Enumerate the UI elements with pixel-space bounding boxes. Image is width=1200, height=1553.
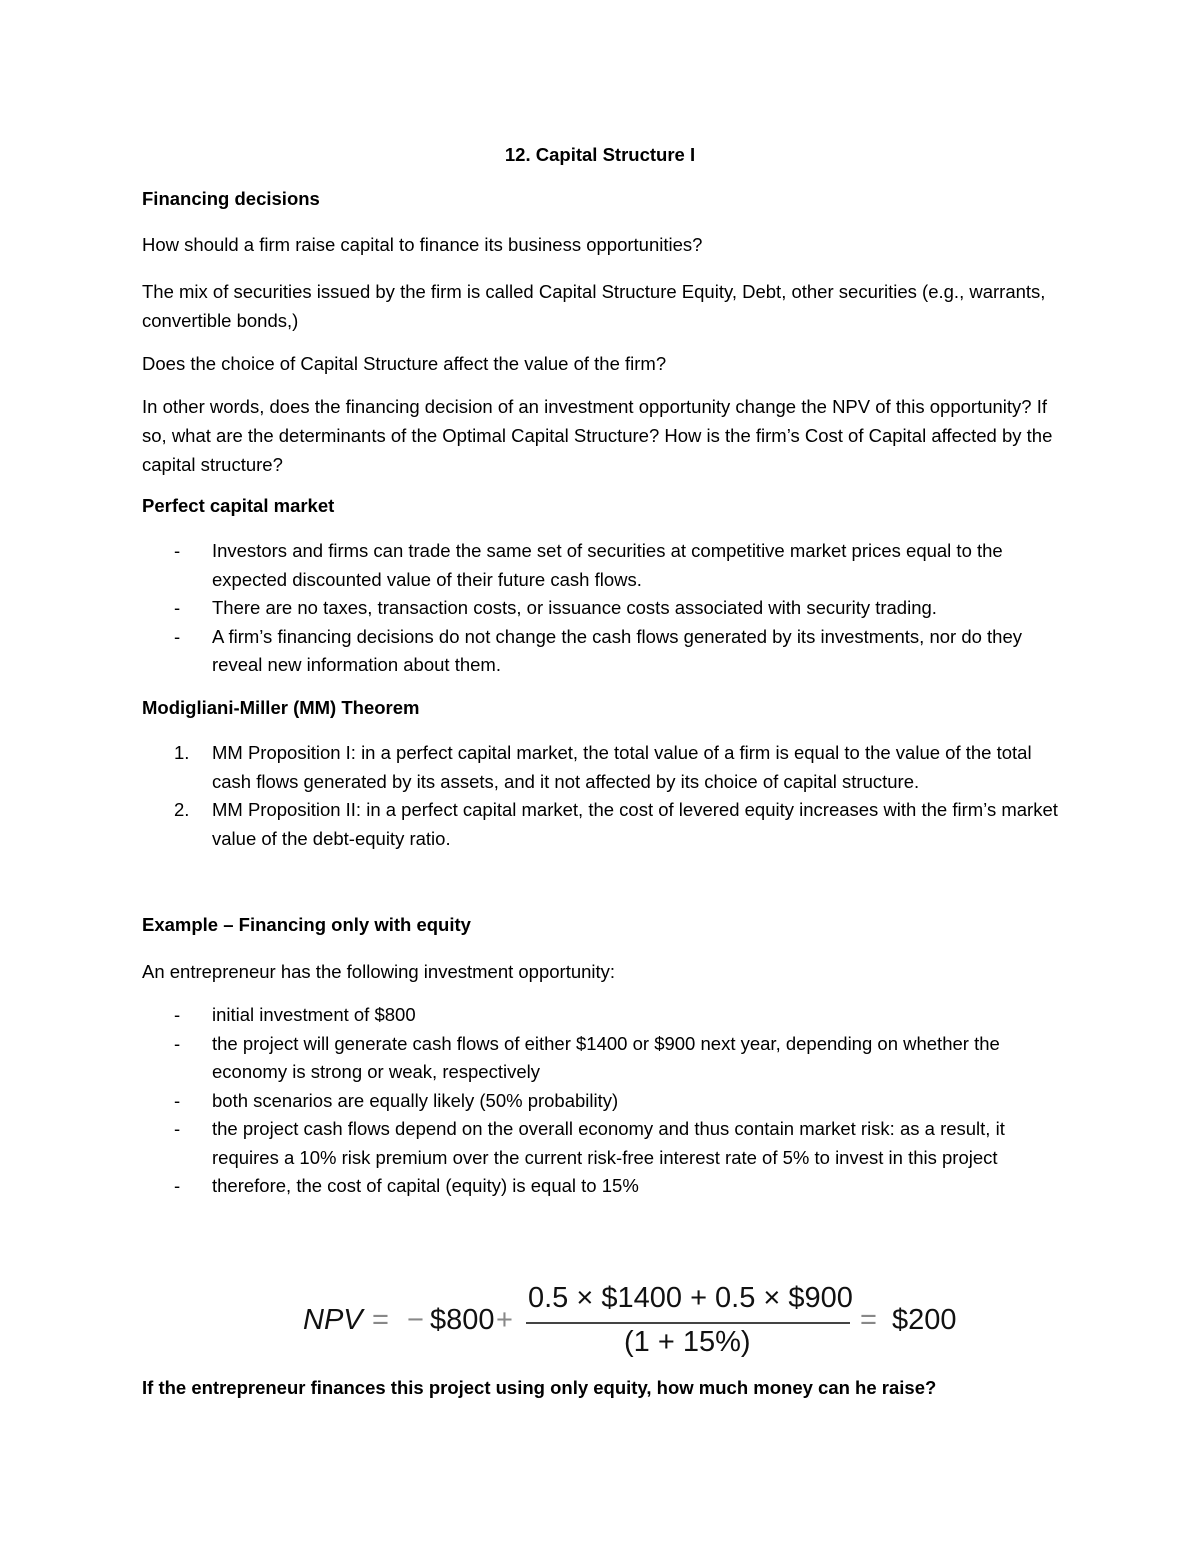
list-item: - initial investment of $800 xyxy=(142,1001,1070,1030)
list-marker: - xyxy=(174,1032,181,1054)
paragraph-example-intro: An entrepreneur has the following investment opportunity: xyxy=(142,961,616,982)
list-marker: - xyxy=(174,1118,181,1139)
paragraph-capital-structure-definition: The mix of securities issued by the firm is called Capital Structure Equity, Debt, other securities (e.g., warrants, convertible bonds,) xyxy=(142,281,1046,331)
list-number: 2. xyxy=(174,799,190,820)
formula-fraction-bar xyxy=(526,1322,850,1324)
list-marker: - xyxy=(174,1089,181,1111)
npv-formula xyxy=(300,1282,960,1366)
formula-npv-label: NPV xyxy=(303,1304,363,1336)
list-item: - There are no taxes, transaction costs, or issuance costs associated with security trading. xyxy=(142,594,1070,623)
paragraph-financing-question: How should a firm raise capital to finance its business opportunities? xyxy=(142,234,703,255)
list-marker: - xyxy=(174,540,181,561)
list-item: - the project will generate cash flows of either $1400 or $900 next year, depending on whether the economy is strong or weak, respectively xyxy=(142,1030,1070,1087)
list-item: 2. MM Proposition II: in a perfect capital market, the cost of levered equity increases with the firm’s market value of the debt-equity ratio. xyxy=(142,796,1070,853)
list-marker: - xyxy=(174,597,181,618)
list-marker: - xyxy=(174,625,181,647)
formula-investment: $800 xyxy=(430,1304,495,1336)
formula-numerator: 0.5 × $1400 + 0.5 × $900 xyxy=(528,1282,853,1314)
heading-example: Example – Financing only with equity xyxy=(142,914,471,935)
list-marker: - xyxy=(174,1175,181,1196)
formula-equals-sign: = xyxy=(372,1304,389,1336)
list-item: 1. MM Proposition I: in a perfect capital market, the total value of a firm is equal to the value of the total cash flows generated by its assets, and it not affected by its choice of capital structure. xyxy=(142,739,1070,796)
heading-mm-theorem: Modigliani-Miller (MM) Theorem xyxy=(142,697,420,718)
list-marker: - xyxy=(174,1004,181,1025)
perfect-market-list xyxy=(142,537,1070,680)
list-item: - the project cash flows depend on the overall economy and thus contain market risk: as a result, it requires a 10% risk premium over the current risk-free interest rate of 5% to invest in this project xyxy=(142,1115,1070,1172)
paragraph-npv-question: In other words, does the financing decision of an investment opportunity change the NPV of this opportunity? If so, what are the determinants of the Optimal Capital Structure? How is the firm’s Cost of Capital affected by the capital structure? xyxy=(142,396,1053,475)
formula-result: $200 xyxy=(892,1304,957,1336)
formula-equals-sign-2: = xyxy=(860,1304,877,1336)
page-title: 12. Capital Structure I xyxy=(504,144,696,165)
list-item: - A firm’s financing decisions do not change the cash flows generated by its investments, nor do they reveal new information about them. xyxy=(142,623,1070,680)
heading-financing-decisions: Financing decisions xyxy=(142,188,320,209)
example-list xyxy=(142,1001,1070,1201)
list-item: - Investors and firms can trade the same set of securities at competitive market prices equal to the expected discounted value of their future cash flows. xyxy=(142,537,1070,594)
heading-perfect-capital-market: Perfect capital market xyxy=(142,495,335,516)
formula-plus-sign: + xyxy=(496,1304,513,1336)
list-number: 1. xyxy=(174,742,190,763)
formula-denominator: (1 + 15%) xyxy=(624,1326,751,1358)
formula-minus-sign: − xyxy=(407,1304,424,1336)
list-item: - both scenarios are equally likely (50% probability) xyxy=(142,1087,1070,1116)
paragraph-capital-structure-question: Does the choice of Capital Structure affect the value of the firm? xyxy=(142,353,667,374)
question-text: If the entrepreneur finances this project using only equity, how much money can he raise? xyxy=(142,1377,937,1398)
list-item: - therefore, the cost of capital (equity) is equal to 15% xyxy=(142,1172,1070,1201)
mm-propositions-list xyxy=(142,739,1070,853)
